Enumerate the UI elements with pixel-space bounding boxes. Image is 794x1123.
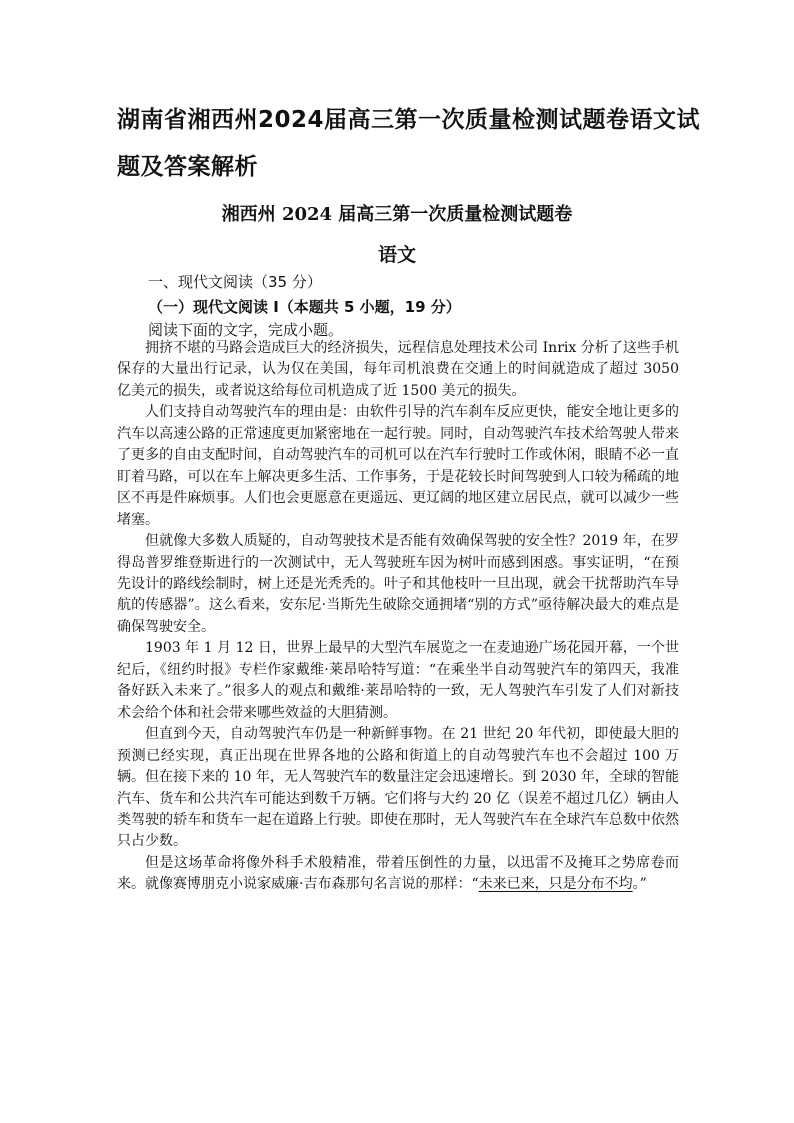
paragraph-6-lead: 但是这场革命将像外科手术般精准，带着压倒性的力量，以迅雷不及掩耳之势席卷而来。就像赛博朋克小说家威廉·吉布森那句名言说的那样：	[117, 854, 679, 893]
reading-subsection-heading: （一）现代文阅读 I（本题共 5 小题，19 分）	[148, 298, 461, 316]
passage-paragraph-3: 但就像大多数人质疑的，自动驾驶技术是否能有效确保驾驶的安全性？2019 年，在罗得岛普罗维登斯进行的一次测试中，无人驾驶班车因为树叶而感到困惑。事实证明，“在预先设计的路线绘制时，树上还是光秃秃的。叶子和其他枝叶一旦出现，就会干扰帮助汽车导航的传感器”。这么看来，安东尼·当斯先生破除交通拥堵“别的方式”亟待解决最大的难点是确保驾驶安全。	[117, 533, 679, 635]
underlined-quote: 未来已来，只是分布不均	[478, 876, 633, 893]
passage-paragraph-4: 1903 年 1 月 12 日，世界上最早的大型汽车展览之一在麦迪逊广场花园开幕，一个世纪后，《纽约时报》专栏作家戴维·莱昂哈特写道：“在乘坐半自动驾驶汽车的第四天，我准备好跃入未来了。”很多人的观点和戴维·莱昂哈特的一致，无人驾驶汽车引发了人们对新技术会给个体和社会带来哪些效益的大胆猜测。	[117, 640, 679, 721]
passage-paragraph-2: 人们支持自动驾驶汽车的理由是：由软件引导的汽车刹车反应更快，能安全地让更多的汽车以高速公路的正常速度更加紧密地在一起行驶。同时，自动驾驶汽车技术给驾驶人带来了更多的自由支配时间，自动驾驶汽车的司机可以在汽车行驶时工作或休闲，眼睛不必一直盯着马路，可以在车上解决更多生活、工作事务，于是花较长时间驾驶到人口较为稀疏的地区不再是件麻烦事。人们也会更愿意在更遥远、更辽阔的地区建立居民点，就可以减少一些堵塞。	[117, 404, 679, 528]
quote-close-mark: 。”	[632, 876, 647, 893]
passage-paragraph-6	[117, 853, 679, 896]
reading-passage	[117, 338, 679, 896]
passage-paragraph-1: 拥挤不堪的马路会造成巨大的经济损失，远程信息处理技术公司 Inrix 分析了这些手机保存的大量出行记录，认为仅在美国，每年司机浪费在交通上的时间就造成了超过 3050 亿美元的损失，或者说这给每位司机造成了近 1500 美元的损失。	[117, 340, 679, 399]
exam-title: 湘西州 2024 届高三第一次质量检测试题卷	[221, 204, 573, 225]
section-heading: 一、现代文阅读（35 分）	[148, 273, 322, 291]
document-title: 湖南省湘西州2024届高三第一次质量检测试题卷语文试题及答案解析	[117, 107, 701, 180]
subject-title: 语文	[377, 244, 416, 266]
reading-instruction: 阅读下面的文字，完成小题。	[148, 321, 344, 339]
passage-paragraph-5: 但直到今天，自动驾驶汽车仍是一种新鲜事物。在 21 世纪 20 年代初，即使最大胆的预测已经实现，真正出现在世界各地的公路和街道上的自动驾驶汽车也不会超过 100 万辆。但在接下来的 10 年，无人驾驶汽车的数量注定会迅速增长。到 2030 年，全球的智能汽车、货车和公共汽车可能达到数千万辆。它们将与大约 20 亿（误差不超过几亿）辆由人类驾驶的轿车和货车一起在道路上行驶。即使在那时，无人驾驶汽车在全球汽车总数中依然只占少数。	[117, 726, 679, 850]
quote-open-mark: “	[471, 876, 479, 893]
